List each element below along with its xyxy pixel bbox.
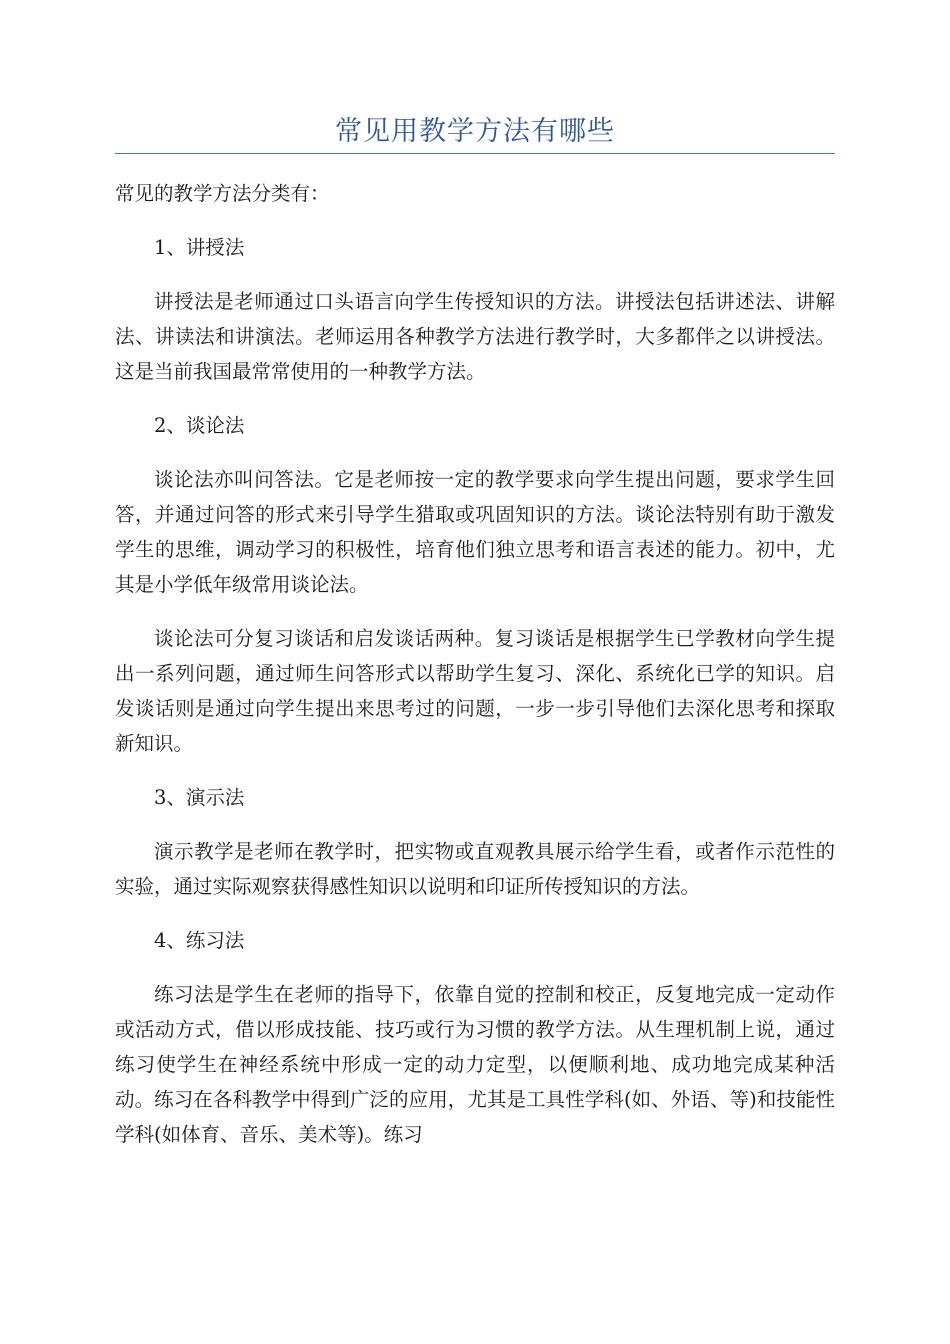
section-paragraph: 讲授法是老师通过口头语言向学生传授知识的方法。讲授法包括讲述法、讲解法、讲读法和讲演法。老师运用各种教学方法进行教学时，大多都伴之以讲授法。这是当前我国最常常使用的一种教学方法。 [115, 290, 835, 383]
section-heading: 4、练习法 [154, 929, 245, 952]
document-title: 常见用教学方法有哪些 [335, 116, 615, 147]
section-paragraph: 练习法是学生在老师的指导下，依靠自觉的控制和校正，反复地完成一定动作或活动方式，借以形成技能、技巧或行为习惯的教学方法。从生理机制上说，通过练习使学生在神经系统中形成一定的动力定型，以便顺利地、成功地完成某种活动。练习在各科教学中得到广泛的应用，尤其是工具性学科(如、外语、等)和技能性学科(如体育、音乐、美术等)。练习 [115, 983, 835, 1146]
document-body [115, 176, 835, 1171]
section-heading: 1、讲授法 [154, 236, 245, 259]
section-heading: 3、演示法 [154, 786, 245, 809]
intro-text: 常见的教学方法分类有： [115, 182, 330, 205]
section-heading: 2、谈论法 [154, 414, 245, 437]
section-paragraph: 演示教学是老师在教学时，把实物或直观教具展示给学生看，或者作示范性的实验，通过实际观察获得感性知识以说明和印证所传授知识的方法。 [115, 840, 835, 898]
section-paragraph: 谈论法可分复习谈话和启发谈话两种。复习谈话是根据学生已学教材向学生提出一系列问题，通过师生问答形式以帮助学生复习、深化、系统化已学的知识。启发谈话则是通过向学生提出来思考过的问题，一步一步引导他们去深化思考和探取新知识。 [115, 627, 835, 755]
title-underline [115, 153, 835, 154]
section-paragraph: 谈论法亦叫问答法。它是老师按一定的教学要求向学生提出问题，要求学生回答，并通过问答的形式来引导学生猎取或巩固知识的方法。谈论法特别有助于激发学生的思维，调动学习的积极性，培育他们独立思考和语言表述的能力。初中，尤其是小学低年级常用谈论法。 [115, 468, 835, 596]
